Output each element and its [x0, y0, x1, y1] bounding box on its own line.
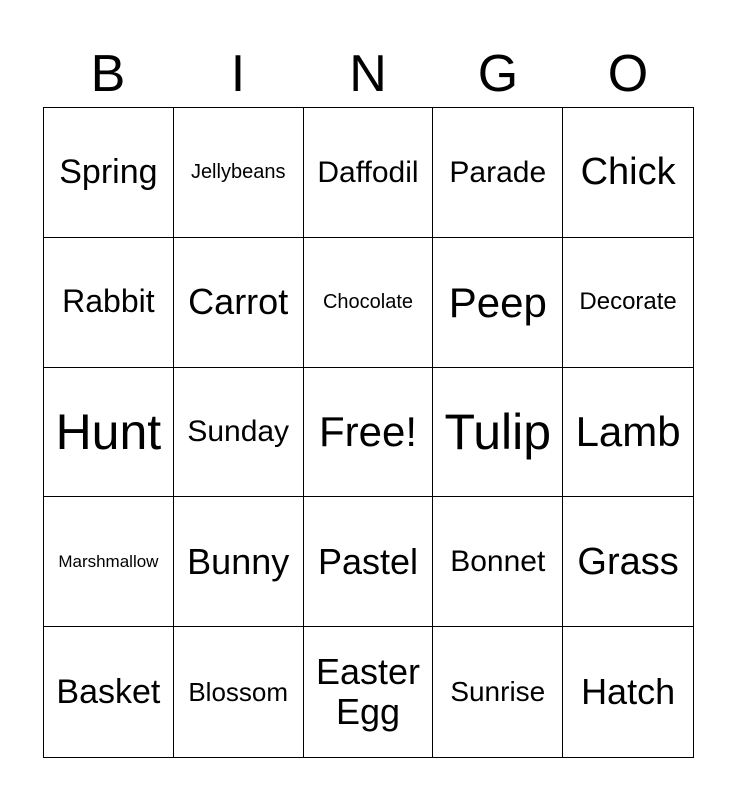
bingo-cell[interactable]: Basket	[44, 627, 174, 757]
bingo-cell[interactable]: Peep	[433, 238, 563, 368]
bingo-cell[interactable]: Grass	[563, 497, 693, 627]
header-letter-n: N	[349, 45, 387, 103]
bingo-cell[interactable]: Blossom	[174, 627, 304, 757]
bingo-cell[interactable]: Hunt	[44, 368, 174, 498]
bingo-cell[interactable]: Pastel	[304, 497, 434, 627]
bingo-cell[interactable]: Chick	[563, 108, 693, 238]
bingo-cell[interactable]: Sunday	[174, 368, 304, 498]
header-letter-i: I	[230, 45, 246, 103]
bingo-cell[interactable]: Bunny	[174, 497, 304, 627]
bingo-header	[43, 40, 693, 108]
bingo-cell[interactable]: Lamb	[563, 368, 693, 498]
bingo-cell[interactable]: Carrot	[174, 238, 304, 368]
bingo-board	[43, 107, 694, 758]
bingo-cell[interactable]: Easter Egg	[304, 627, 434, 757]
header-letter-o: O	[607, 45, 649, 103]
bingo-cell[interactable]: Spring	[44, 108, 174, 238]
bingo-cell[interactable]: Sunrise	[433, 627, 563, 757]
bingo-cell[interactable]: Marshmallow	[44, 497, 174, 627]
bingo-cell[interactable]: Hatch	[581, 670, 676, 712]
bingo-cell[interactable]: Jellybeans	[174, 108, 304, 238]
bingo-cell[interactable]: Rabbit	[44, 238, 174, 368]
bingo-cell[interactable]: Parade	[433, 108, 563, 238]
bingo-cell[interactable]: Daffodil	[304, 108, 434, 238]
header-letter-b: B	[90, 45, 126, 103]
bingo-cell[interactable]: Bonnet	[433, 497, 563, 627]
free-space-cell[interactable]: Free!	[304, 368, 434, 498]
bingo-cell[interactable]: Tulip	[433, 368, 563, 498]
header-letter-g: G	[477, 45, 519, 103]
bingo-cell[interactable]: Chocolate	[304, 238, 434, 368]
bingo-cell[interactable]: Decorate	[563, 238, 693, 368]
